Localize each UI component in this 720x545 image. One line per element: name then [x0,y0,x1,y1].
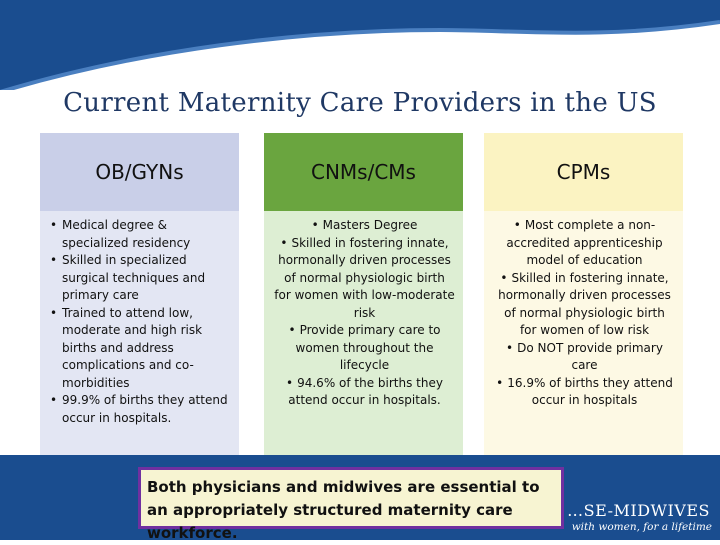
column-header-obgyn: OB/GYNs [40,133,239,211]
column-header-cpm: CPMs [484,133,683,211]
column-body-cpm [484,211,683,466]
list-item: • 16.9% of births they attend occur in hospitals [494,375,675,410]
column-body-obgyn [40,211,239,466]
list-item: • Skilled in specialized surgical techniques and primary care [50,252,231,305]
list-item: • 99.9% of births they attend occur in hospitals. [50,392,231,427]
callout-box: Both physicians and midwives are essential to an appropriately structured maternity care workforce. [138,467,564,529]
logo-tagline: with women, for a lifetime [571,521,712,533]
top-banner [0,0,720,90]
logo: …SE-MIDWIVES [567,501,710,520]
list-item: • Medical degree & specialized residency [50,217,231,252]
list-item: • Skilled in fostering innate, hormonally driven processes of normal physiologic birth for women of low risk [494,270,675,340]
column-body-cnm [264,211,463,466]
list-item: • Do NOT provide primary care [494,340,675,375]
column-cpm [484,133,683,466]
list-item: • Trained to attend low, moderate and high risk births and address complications and co-morbidities [50,305,231,393]
column-header-cnm: CNMs/CMs [264,133,463,211]
column-obgyn [40,133,239,466]
column-cnm [264,133,463,466]
list-item: • Provide primary care to women throughout the lifecycle [274,322,455,375]
slide-title: Current Maternity Care Providers in the US [63,88,657,118]
list-item: • Most complete a non-accredited apprenticeship model of education [494,217,675,270]
list-item: • Skilled in fostering innate, hormonally driven processes of normal physiologic birth for women with low-moderate risk [274,235,455,323]
list-item: • Masters Degree [274,217,455,235]
list-item: • 94.6% of the births they attend occur in hospitals. [274,375,455,410]
